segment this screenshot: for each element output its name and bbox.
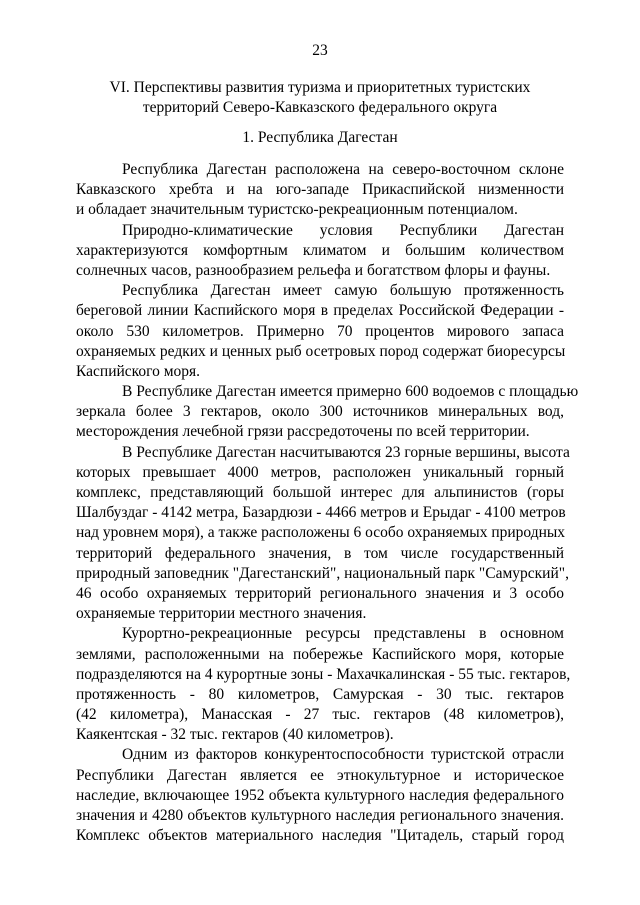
text-line: охраняемые территории местного значения. [76, 605, 367, 623]
text-line: подразделяются на 4 курортные зоны - Махачкалинская - 55 тыс. гектаров, [76, 665, 571, 683]
text-line: Республика Дагестан расположена на северо-восточном склоне [122, 161, 564, 178]
text-line: зеркала более 3 гектаров, около 300 источников минеральных вод, [76, 403, 564, 421]
text-line: В Республике Дагестан имеется примерно 600 водоемов с площадью [122, 383, 579, 401]
section-title-line: VI. Перспективы развития туризма и приоритетных туристских [109, 79, 531, 96]
section-title-line: территорий Северо-Кавказского федерального округа [142, 99, 498, 117]
section-title [76, 78, 564, 118]
text-line: природный заповедник "Дагестанский", национальный парк "Самурский", [76, 564, 569, 582]
text-line: Каякентская - 32 тыс. гектаров (40 километров). [76, 726, 394, 744]
paragraph [76, 745, 564, 846]
paragraph [76, 443, 570, 625]
text-line: охраняемых редких и ценных рыб осетровых пород содержат биоресурсы [76, 342, 566, 360]
text-line: значения и 4280 объектов культурного наследия регионального значения. [76, 807, 564, 824]
text-line: (42 километра), Манасская - 27 тыс. гектаров (48 километров), [76, 706, 564, 724]
text-line: Шалбуздаг - 4142 метра, Базардюзи - 4466 метров и Ерыдаг - 4100 метров [76, 504, 566, 522]
text-line: характеризуются комфортным климатом и большим количеством [76, 241, 564, 259]
text-line: В Республике Дагестан насчитываются 23 горные вершины, высота [122, 443, 570, 461]
text-line: Комплекс объектов материального наследия "Цитадель, старый город [76, 827, 564, 845]
text-line: Кавказского хребта и на юго-западе Прикаспийской низменности [76, 181, 564, 199]
text-line: над уровнем моря), а также расположены 6 особо охраняемых природных [76, 524, 566, 542]
text-line: Природно-климатические условия Республики Дагестан [122, 221, 564, 239]
text-line: около 530 километров. Примерно 70 процентов мирового запаса [76, 322, 564, 340]
body-text [76, 160, 579, 846]
text-line: которых превышает 4000 метров, расположен уникальный горный [76, 463, 564, 481]
text-line: протяженность - 80 километров, Самурская - 30 тыс. гектаров [76, 685, 564, 703]
paragraph [76, 382, 579, 443]
text-line: месторождения лечебной грязи рассредоточены по всей территории. [76, 423, 530, 441]
text-line: и обладает значительным туристско-рекреационным потенциалом. [76, 201, 518, 219]
text-line: комплекс, представляющий большой интерес для альпинистов (горы [76, 484, 564, 501]
text-line: Каспийского моря. [76, 362, 201, 380]
text-line: 46 особо охраняемых территорий регионального значения и 3 особо [76, 584, 564, 602]
paragraph [76, 624, 571, 745]
subsection-title: 1. Республика Дагестан [242, 129, 398, 146]
paragraph [76, 281, 564, 382]
text-line: территорий федерального значения, в том числе государственный [76, 544, 564, 562]
text-line: наследие, включающее 1952 объекта культурного наследия федерального [76, 786, 564, 804]
text-line: Одним из факторов конкурентоспособности туристской отрасли [122, 746, 564, 764]
text-line: Республика Дагестан имеет самую большую протяженность [122, 282, 564, 300]
paragraph [76, 221, 564, 282]
text-line: солнечных часов, разнообразием рельефа и богатством флоры и фауны. [76, 261, 551, 279]
text-line: береговой линии Каспийского моря в пределах Российской Федерации - [76, 302, 564, 320]
text-line: Курортно-рекреационные ресурсы представлены в основном [122, 625, 564, 643]
paragraph [76, 160, 564, 221]
page-number: 23 [312, 42, 328, 59]
text-line: Республики Дагестан является ее этнокультурное и историческое [76, 766, 564, 784]
text-line: землями, расположенными на побережье Каспийского моря, которые [76, 645, 564, 663]
